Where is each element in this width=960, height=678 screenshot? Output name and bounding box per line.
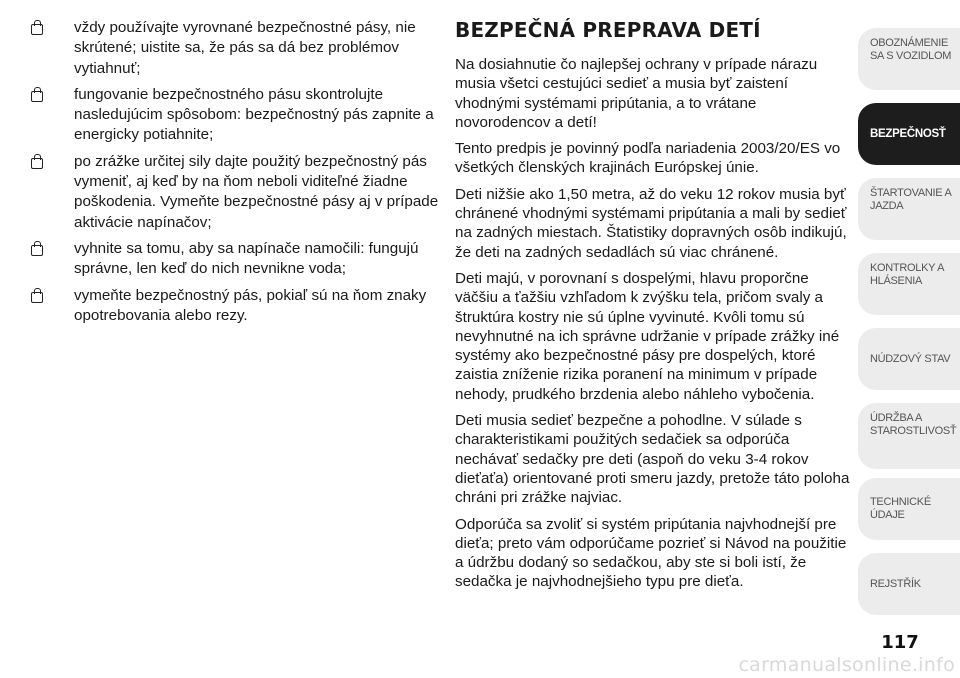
bullet-item [30,239,440,280]
tab-technical-data[interactable] [858,478,960,540]
tab-label: ŠTARTOVANIE A JAZDA [870,187,951,212]
tab-emergency[interactable] [858,328,960,390]
tab-label: BEZPEČNOSŤ [870,127,946,140]
bullet-item [30,85,440,146]
paragraph: Deti nižšie ako 1,50 metra, až do veku 12 rokov musia byť chránené vhodnými systémami pripútania a mali by sedieť na zadných miestach. Štatistiky dopravných osôb indikujú, že deti na zadných sedadlách sú viac chránené. [455,185,847,261]
paragraph: Na dosiahnutie čo najlepšej ochrany v prípade nárazu musia všetci cestujúci sedieť a musia byť zaistení vhodnými systémami pripútania, a to vrátane novorodencov a detí! [455,56,818,131]
right-column [455,18,850,599]
bullet-text: vyhnite sa tomu, aby sa napínače namočili: fungujú správne, len keď do nich nevnikne voda; [74,239,419,278]
checkbox-bullet-icon [31,292,43,303]
paragraph: Deti majú, v porovnaní s dospelými, hlavu proporčne väčšiu a ťažšiu vzhľadom k zvýšku tela, pričom svaly a štruktúra kostry nie sú úplne vyvinuté. Kvôli tomu sú nevyhnutné na ich správne udržanie v prípade zrážky iné systémy ako bezpečnostné pásy pre dospelých, ktoré zaistia zníženie rizika poranení na minimum v prípade nehody, prudkého brzdenia alebo náhleho vybočenia. [455,269,840,403]
tab-label: KONTROLKY A HLÁSENIA [870,262,944,287]
bullet-item [30,286,440,327]
checkbox-bullet-icon [31,91,43,102]
checkbox-bullet-icon [31,158,43,169]
tab-index[interactable] [858,553,960,615]
bullet-item [30,18,440,79]
tab-warning-lights[interactable] [858,253,960,315]
tab-vehicle-familiarization[interactable] [858,28,960,90]
checkbox-bullet-icon [31,24,43,35]
bullet-text: fungovanie bezpečnostného pásu skontrolujte nasledujúcim spôsobom: bezpečnostný pás zapnite a energicky potiahnite; [74,85,434,144]
tab-label: REJSTŘÍK [870,577,921,590]
paragraph: Tento predpis je povinný podľa nariadenia 2003/20/ES vo všetkých členských krajinách Európskej únie. [455,140,841,177]
chapter-tabs-sidebar [858,0,960,678]
tab-label: TECHNICKÉ ÚDAJE [870,496,931,521]
bullet-text: po zrážke určitej sily dajte použitý bezpečnostný pás vymeniť, aj keď by na ňom neboli viditeľné žiadne poškodenia. Vymeňte bezpečnostné pásy aj v prípade aktivácie napínačov; [74,152,439,231]
left-column [30,18,440,332]
bullet-item [30,152,440,233]
paragraph: Odporúča sa zvoliť si systém pripútania najvhodnejší pre dieťa; preto vám odporúčame pozrieť si Návod na použitie a údržbu dodaný so sedačkou, aby ste si boli istí, že sedačka je najvhodnejšieho typu pre dieťa. [455,515,847,591]
bullet-list [30,18,440,326]
tab-starting-driving[interactable] [858,178,960,240]
bullet-text: vždy používajte vyrovnané bezpečnostné pásy, nie skrútené; uistite sa, že pás sa dá bez problémov vytiahnuť; [74,19,416,77]
paragraph: Deti musia sedieť bezpečne a pohodlne. V súlade s charakteristikami použitých sedačiek sa odporúča nechávať sedačky pre deti (aspoň do veku 3-4 rokov dieťaťa) orientované proti smeru jazdy, pretože táto poloha chráni pri zrážke najviac. [455,412,850,507]
checkbox-bullet-icon [31,245,43,256]
tab-safety[interactable] [858,103,960,165]
tab-label: ÚDRŽBA A STAROSTLIVOSŤ [870,412,957,437]
tab-label: OBOZNÁMENIE SA S VOZIDLOM [870,37,952,62]
tab-label: NÚDZOVÝ STAV [870,352,951,365]
page-number: 117 [881,632,919,653]
bullet-text: vymeňte bezpečnostný pás, pokiaľ sú na ňom znaky opotrebovania alebo rezy. [74,286,427,324]
watermark: carmanualsonline.info [738,654,955,676]
tab-maintenance[interactable] [858,403,960,469]
section-heading: BEZPEČNÁ PREPRAVA DETÍ [455,18,761,42]
